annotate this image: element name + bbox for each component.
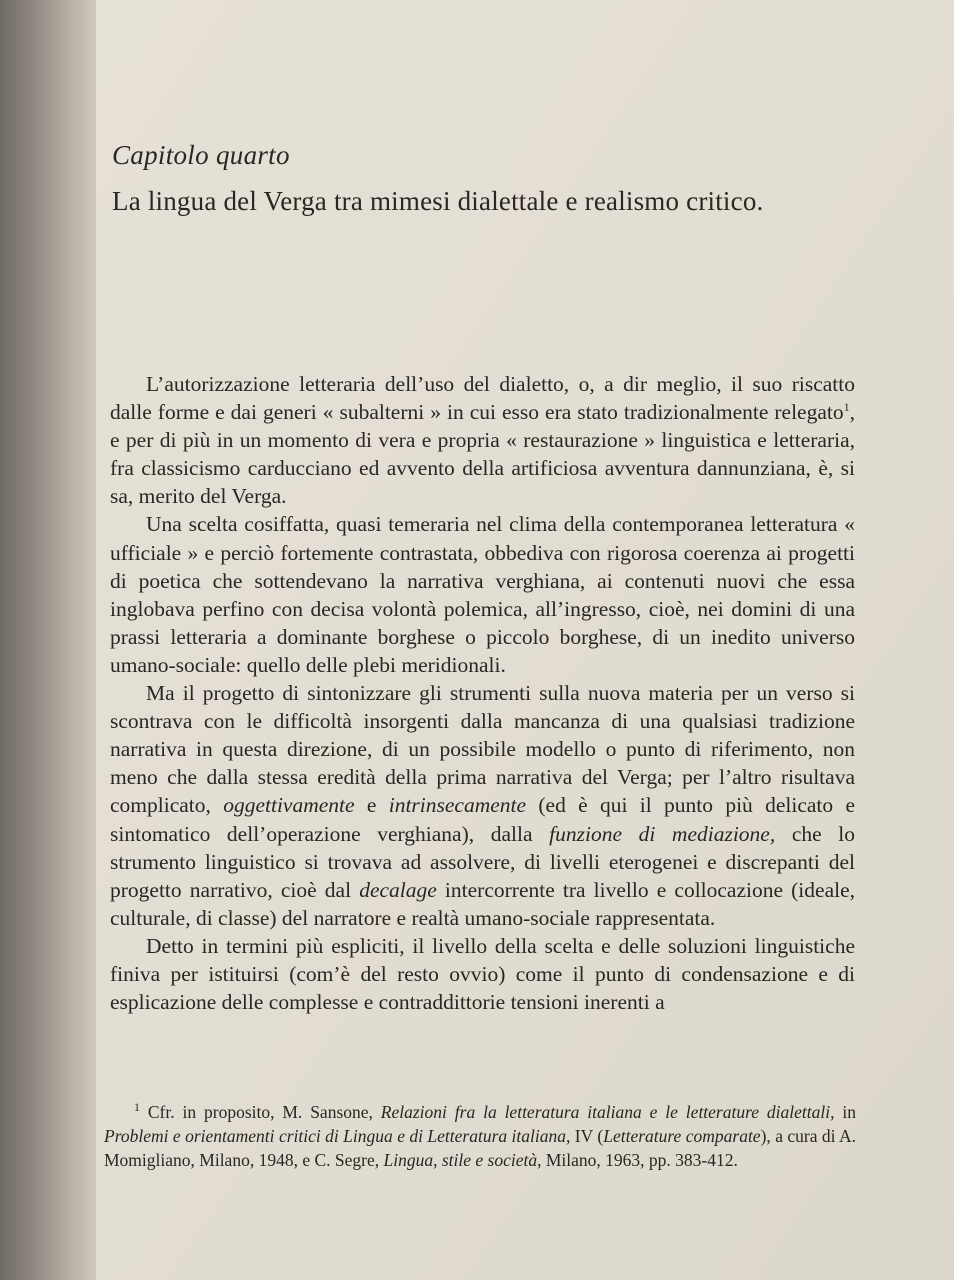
paragraph bbox=[110, 679, 855, 932]
italic-run: funzione di mediazione, bbox=[549, 821, 776, 846]
italic-run: oggettivamente bbox=[223, 793, 355, 818]
text-run: L’autorizzazione letteraria dell’uso del dialetto, o, a dir meglio, il suo riscatto dalle forme e dai generi « subalterni » in cui esso era stato tradizionalmente relegato bbox=[110, 372, 855, 425]
book-gutter-shadow bbox=[0, 0, 96, 1280]
text-run: IV ( bbox=[570, 1126, 604, 1146]
text-run: , e per di più in un momento di vera e propria « restaurazione » linguistica e letteraria, fra classicismo carducciano ed avvento della artificiosa avventura dannunziana, è, si sa, merito del Verga. bbox=[110, 400, 855, 509]
italic-run: decalage bbox=[359, 877, 437, 902]
text-run: Detto in termini più espliciti, il livello della scelta e delle soluzioni linguistiche finiva per istituirsi (com’è del resto ovvio) come il punto di condensazione e di esplicazione delle complesse e contraddittorie tensioni inerenti a bbox=[110, 933, 855, 1015]
italic-run: Letterature comparate bbox=[603, 1126, 761, 1146]
text-run: intercorrente tra livello e collocazione (ideale, culturale, di classe) del narratore e realtà umano-sociale rappresentata. bbox=[110, 877, 856, 930]
italic-run: Relazioni fra la letteratura italiana e le letterature dialettali, bbox=[380, 1102, 835, 1122]
text-run: che lo strumento linguistico si trovava ad assolvere, di livelli eterogenei e discrepanti del progetto narrativo, cioè dal bbox=[110, 821, 856, 902]
text-run: e bbox=[354, 793, 389, 818]
chapter-title: La lingua del Verga tra mimesi dialettale e realismo critico. bbox=[112, 186, 764, 216]
text-run: Ma il progetto di sintonizzare gli strumenti sulla nuova materia per un verso si scontrava con le difficoltà insorgenti dalla mancanza di una qualsiasi tradizione narrativa in questa direzione, di un possibile modello o punto di riferimento, non meno che dalla stessa eredità della prima narrativa del Verga; per l’altro risultava complicato, bbox=[110, 681, 855, 818]
footnote-marker: 1 bbox=[843, 399, 850, 414]
italic-run: intrinsecamente bbox=[388, 793, 527, 818]
text-run: ), a cura di A. Momigliano, Milano, 1948, e C. Segre, bbox=[104, 1126, 856, 1170]
chapter-label: Capitolo quarto bbox=[112, 140, 290, 170]
footnotes bbox=[104, 1100, 856, 1172]
italic-run: Lingua, stile e società, bbox=[383, 1150, 542, 1170]
text-run: Una scelta cosiffatta, quasi temeraria nel clima della contemporanea letteratura « ufficiale » e perciò fortemente contrastata, obbediva con rigorosa coerenza ai progetti di poetica che sottendevano la narrativa verghiana, ai contenuti nuovi che essa inglobava perfino con decisa volontà polemica, all’ingresso, cioè, nei domini di una prassi letteraria a dominante borghese o piccolo borghese, di un inedito universo umano-sociale: quello delle plebi meridionali. bbox=[110, 512, 855, 677]
footnote bbox=[104, 1100, 856, 1172]
text-run: Milano, 1963, pp. 383-412. bbox=[541, 1150, 738, 1170]
text-run: in bbox=[834, 1102, 856, 1122]
paragraph bbox=[110, 932, 855, 1016]
italic-run: Problemi e orientamenti critici di Lingua e di Letteratura italiana, bbox=[104, 1126, 571, 1146]
text-run: Cfr. in proposito, M. Sansone, bbox=[140, 1102, 381, 1122]
paragraph bbox=[110, 510, 855, 679]
paragraph bbox=[110, 370, 855, 510]
text-run: (ed è qui il punto più delicato e sintomatico dell’operazione verghiana), dalla bbox=[110, 793, 856, 846]
footnote-marker: 1 bbox=[134, 1100, 140, 1115]
body-text bbox=[110, 370, 855, 1016]
